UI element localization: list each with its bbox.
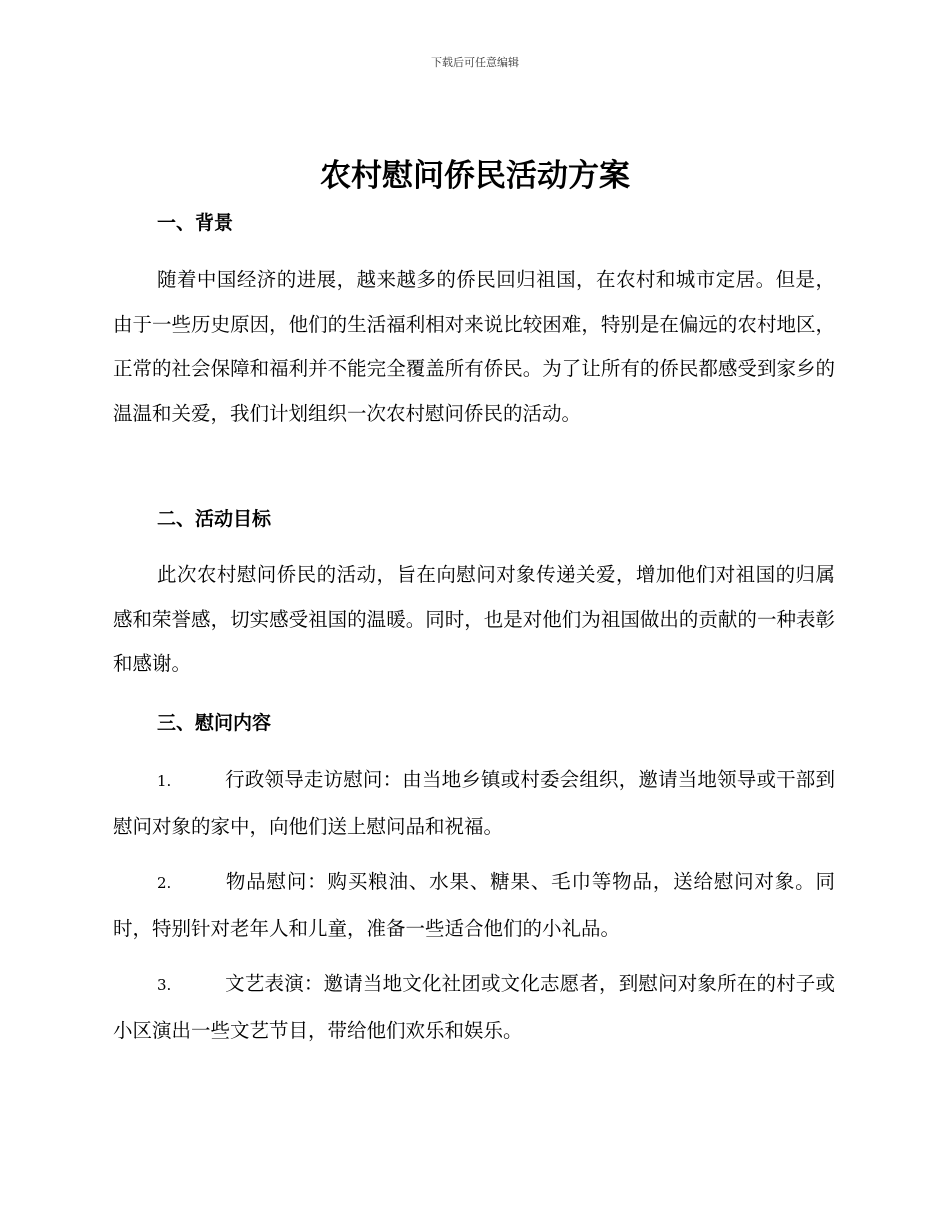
section-heading-goals: 二、活动目标 bbox=[157, 508, 272, 530]
list-item-text: 行政领导走访慰问：由当地乡镇或村委会组织，邀请当地领导或干部到慰问对象的家中，向他们送上慰问品和祝福。 bbox=[113, 768, 835, 838]
section-heading-content: 三、慰问内容 bbox=[157, 712, 272, 734]
list-item-number: 3. bbox=[157, 976, 172, 994]
list-item bbox=[113, 859, 835, 951]
list-item-text: 文艺表演：邀请当地文化社团或文化志愿者，到慰问对象所在的村子或小区演出一些文艺节目，带给他们欢乐和娱乐。 bbox=[113, 972, 835, 1042]
list-item bbox=[113, 961, 835, 1053]
list-item bbox=[113, 757, 835, 849]
background-paragraph: 随着中国经济的进展，越来越多的侨民回归祖国，在农村和城市定居。但是，由于一些历史原因，他们的生活福利相对来说比较困难，特别是在偏远的农村地区，正常的社会保障和福利并不能完全覆盖所有侨民。为了让所有的侨民都感受到家乡的温温和关爱，我们计划组织一次农村慰问侨民的活动。 bbox=[113, 268, 835, 425]
list-item-number: 1. bbox=[157, 772, 172, 790]
list-item-number: 2. bbox=[157, 874, 172, 892]
section-heading-background: 一、背景 bbox=[157, 212, 234, 234]
list-item-text: 物品慰问：购买粮油、水果、糖果、毛巾等物品，送给慰问对象。同时，特别针对老年人和儿童，准备一些适合他们的小礼品。 bbox=[113, 870, 835, 940]
document-title: 农村慰问侨民活动方案 bbox=[320, 158, 630, 194]
page-header-note: 下载后可任意编辑 bbox=[431, 56, 519, 69]
goals-paragraph: 此次农村慰问侨民的活动，旨在向慰问对象传递关爱，增加他们对祖国的归属感和荣誉感，切实感受祖国的温暖。同时，也是对他们为祖国做出的贡献的一种表彰和感谢。 bbox=[113, 563, 835, 675]
